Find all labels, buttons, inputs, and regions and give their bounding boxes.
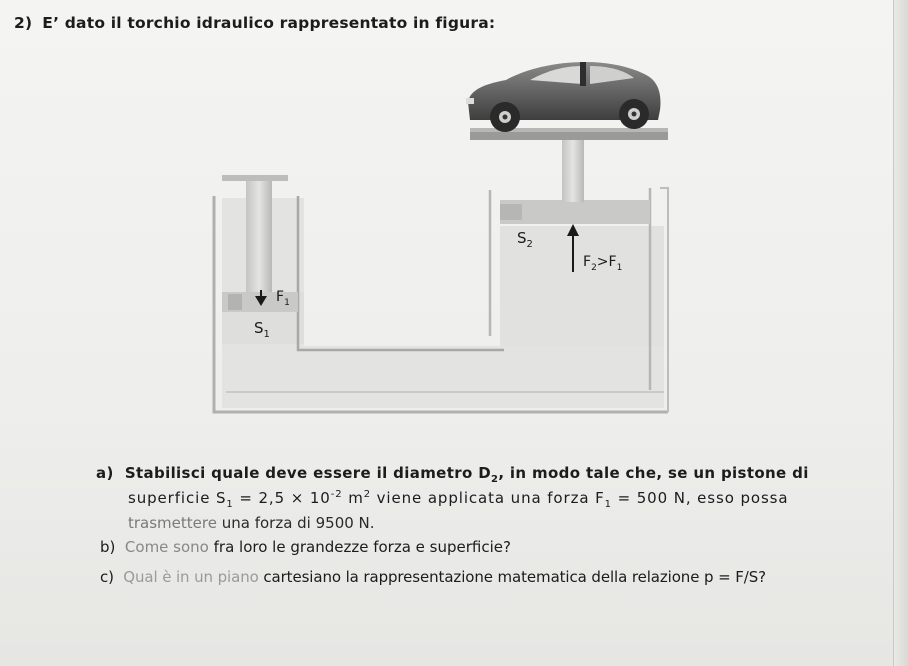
item-a-line1: a) Stabilisci quale deve essere il diametro $D_2$, in modo tale che, se un pistone di <box>96 464 809 485</box>
car-icon <box>466 62 661 132</box>
label-f1: $F_1$ <box>276 289 290 308</box>
label-s1: $S_1$ <box>254 319 270 340</box>
item-c-letter: c) <box>100 568 114 586</box>
item-a-letter: a) <box>96 464 114 482</box>
item-a-line2: superficie $S_1 = 2,5 \times 10^{-2}$ $m^2$ viene applicata una forza $F_1 = 500$ N, esso possa <box>128 489 789 510</box>
label-f2: $F_2>F_1$ <box>583 254 623 273</box>
item-b-letter: b) <box>100 538 116 556</box>
label-s2: $S_2$ <box>517 229 533 250</box>
question-text: E’ dato il torchio idraulico rappresentato in figura: <box>42 14 496 32</box>
item-b: b) Come sono fra loro le grandezze forza e superficie? <box>100 538 511 556</box>
item-a-line3: trasmettere una forza di 9500 N. <box>128 514 375 532</box>
item-c: c) Qual è in un piano cartesiano la rappresentazione matematica della relazione p = F/S? <box>100 568 766 586</box>
large-piston <box>470 128 668 224</box>
question-number: 2) <box>14 14 33 32</box>
